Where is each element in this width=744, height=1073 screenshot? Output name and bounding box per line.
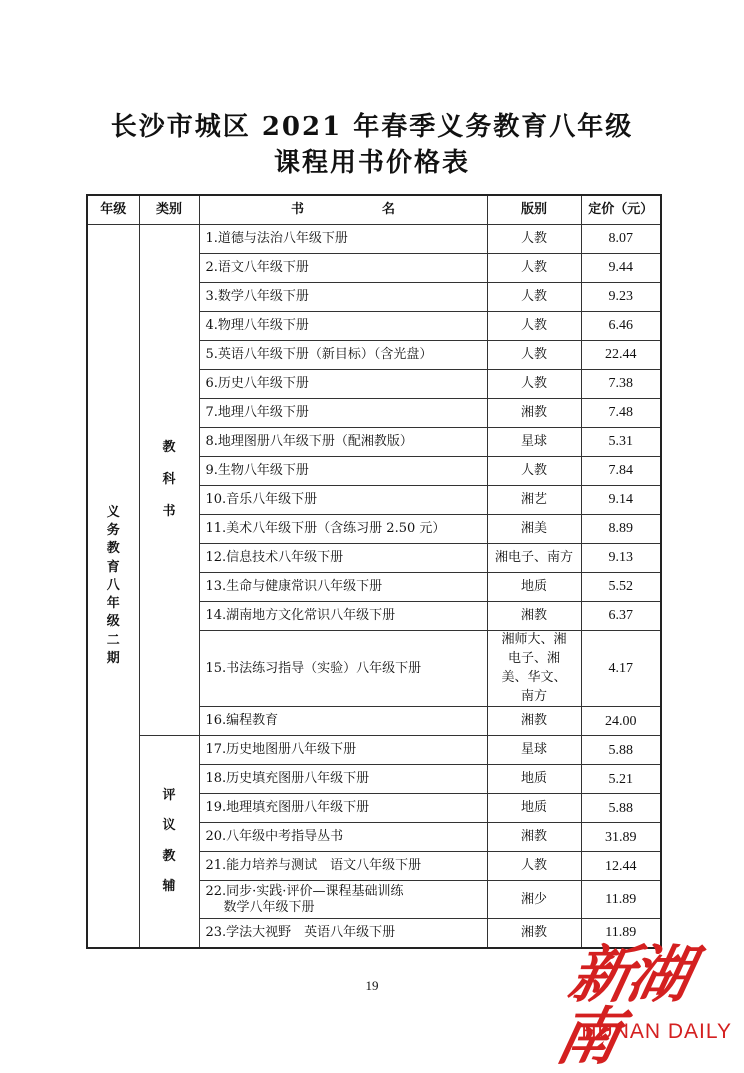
price-cell: 8.07: [581, 225, 661, 254]
grade-cell-char: 教: [106, 541, 120, 557]
book-name: 4.物理八年级下册: [205, 317, 309, 333]
edition-cell: 星球: [487, 428, 581, 457]
category-review-cell-char: 议: [162, 818, 176, 834]
book-name-cell: [199, 881, 487, 919]
edition-cell: 人教: [487, 283, 581, 312]
book-name: 23.学法大视野 英语八年级下册: [205, 925, 396, 940]
table-header-row: [87, 195, 661, 225]
edition-cell: 湘教: [487, 919, 581, 948]
edition-cell: 地质: [487, 794, 581, 823]
book-name: 18.历史填充图册八年级下册: [205, 771, 370, 787]
edition-cell: 人教: [487, 852, 581, 881]
book-name-cell: [199, 794, 487, 823]
book-name: 9.生物八年级下册: [205, 462, 309, 478]
header-category: 类别: [139, 195, 199, 225]
header-grade: 年级: [87, 195, 139, 225]
edition-cell: 地质: [487, 765, 581, 794]
category-review-cell-char: 教: [162, 848, 176, 864]
book-name: 12.信息技术八年级下册: [205, 549, 344, 565]
grade-cell-char: 八: [106, 577, 120, 593]
book-name-cell: [199, 823, 487, 852]
book-name-cell: [199, 631, 487, 707]
category-textbook-cell: [139, 225, 199, 736]
book-name-cell: [199, 707, 487, 736]
book-name: 21.能力培养与测试 语文八年级下册: [205, 858, 422, 874]
price-table: [86, 194, 662, 949]
price-cell: 11.89: [581, 919, 661, 948]
grade-cell-char: 级: [106, 614, 120, 630]
book-name-cell: [199, 919, 487, 948]
price-cell: 5.88: [581, 736, 661, 765]
book-name-cell: [199, 254, 487, 283]
category-textbook-cell-char: 科: [162, 472, 176, 488]
category-textbook-cell-char: 书: [162, 504, 176, 520]
book-name-cell: [199, 428, 487, 457]
watermark-logo-en: HUNAN DAILY: [581, 1020, 732, 1043]
page-title-line1: 长沙市城区 2021 年春季义务教育八年级: [110, 112, 634, 142]
book-name: 3.数学八年级下册: [205, 288, 309, 304]
book-name: 17.历史地图册八年级下册: [205, 742, 357, 758]
book-name: 5.英语八年级下册（新目标）（含光盘）: [205, 346, 433, 362]
edition-cell: 星球: [487, 736, 581, 765]
price-cell: 12.44: [581, 852, 661, 881]
book-name: 13.生命与健康常识八年级下册: [205, 578, 383, 594]
price-cell: 24.00: [581, 707, 661, 736]
grade-cell-char: 年: [106, 596, 120, 612]
header-edition: 版别: [487, 195, 581, 225]
hunan-daily-watermark: [549, 938, 744, 1073]
price-cell: 7.38: [581, 370, 661, 399]
book-name-cell: [199, 515, 487, 544]
book-name: 19.地理填充图册八年级下册: [205, 800, 370, 816]
book-name-cell: [199, 341, 487, 370]
book-name: 7.地理八年级下册: [205, 404, 309, 420]
grade-cell-char: 义: [106, 504, 120, 520]
edition-cell: 湘少: [487, 881, 581, 919]
book-name-cell: [199, 544, 487, 573]
book-name: 1.道德与法治八年级下册: [205, 230, 348, 246]
edition-cell: 湘美: [487, 515, 581, 544]
book-name-cell: [199, 573, 487, 602]
edition-cell: 湘教: [487, 823, 581, 852]
header-book: 书 名: [199, 195, 487, 225]
edition-cell: 湘教: [487, 602, 581, 631]
table-row: [87, 736, 661, 765]
grade-cell: [87, 225, 139, 948]
grade-cell-char: 二: [106, 632, 120, 648]
category-textbook-cell-char: 教: [162, 439, 176, 455]
grade-cell-char: 育: [106, 559, 120, 575]
price-cell: 4.17: [581, 631, 661, 707]
price-cell: 11.89: [581, 881, 661, 919]
price-cell: 6.46: [581, 312, 661, 341]
book-name-cell: [199, 602, 487, 631]
edition-cell: 湘艺: [487, 486, 581, 515]
edition-cell: 湘电子、南方: [487, 544, 581, 573]
category-review-cell: [139, 736, 199, 948]
book-name-line2: 数学八年级下册: [223, 899, 315, 915]
price-cell: 5.21: [581, 765, 661, 794]
book-name-cell: [199, 225, 487, 254]
edition-cell: 人教: [487, 341, 581, 370]
price-cell: 5.88: [581, 794, 661, 823]
edition-cell: 人教: [487, 312, 581, 341]
book-name-cell: [199, 399, 487, 428]
book-name-cell: [199, 312, 487, 341]
book-name-cell: [199, 457, 487, 486]
price-cell: 9.14: [581, 486, 661, 515]
watermark-logo-cn: 新湖南: [549, 938, 695, 1073]
book-name: 8.地理图册八年级下册（配湘教版）: [205, 433, 413, 449]
price-cell: 7.84: [581, 457, 661, 486]
book-name: 20.八年级中考指导丛书: [205, 829, 344, 845]
price-cell: 5.31: [581, 428, 661, 457]
price-cell: 9.13: [581, 544, 661, 573]
page-number: 19: [365, 978, 379, 993]
price-cell: 9.23: [581, 283, 661, 312]
edition-cell: 人教: [487, 225, 581, 254]
book-name: 15.书法练习指导（实验）八年级下册: [205, 660, 422, 676]
price-cell: 22.44: [581, 341, 661, 370]
edition-cell: 湘教: [487, 707, 581, 736]
book-name: 11.美术八年级下册（含练习册 2.50 元）: [205, 520, 446, 536]
edition-cell: 人教: [487, 370, 581, 399]
edition-cell: 湘教: [487, 399, 581, 428]
edition-cell: 湘师大、湘电子、湘美、华文、南方: [487, 631, 581, 707]
book-name: 2.语文八年级下册: [205, 259, 309, 275]
book-name-cell: [199, 765, 487, 794]
price-cell: 5.52: [581, 573, 661, 602]
price-cell: 7.48: [581, 399, 661, 428]
category-review-cell-char: 评: [162, 788, 176, 804]
grade-cell-char: 务: [106, 523, 120, 539]
book-name-cell: [199, 486, 487, 515]
edition-cell: 人教: [487, 457, 581, 486]
book-name-cell: [199, 283, 487, 312]
price-cell: 9.44: [581, 254, 661, 283]
book-name: 16.编程教育: [205, 713, 279, 729]
price-cell: 8.89: [581, 515, 661, 544]
price-cell: 6.37: [581, 602, 661, 631]
header-price: 定价（元）: [581, 195, 661, 225]
book-name: 6.历史八年级下册: [205, 375, 309, 391]
price-cell: 31.89: [581, 823, 661, 852]
edition-cell: 人教: [487, 254, 581, 283]
book-name-cell: [199, 736, 487, 765]
book-name: 22.同步·实践·评价—课程基础训练: [205, 883, 404, 899]
book-name-cell: [199, 852, 487, 881]
edition-cell: 地质: [487, 573, 581, 602]
book-name-cell: [199, 370, 487, 399]
grade-cell-char: 期: [106, 650, 120, 666]
table-row: [87, 225, 661, 254]
category-review-cell-char: 辅: [162, 878, 176, 894]
page-title-line2: 课程用书价格表: [273, 148, 470, 178]
book-name: 10.音乐八年级下册: [205, 491, 318, 507]
book-name: 14.湖南地方文化常识八年级下册: [205, 607, 396, 623]
